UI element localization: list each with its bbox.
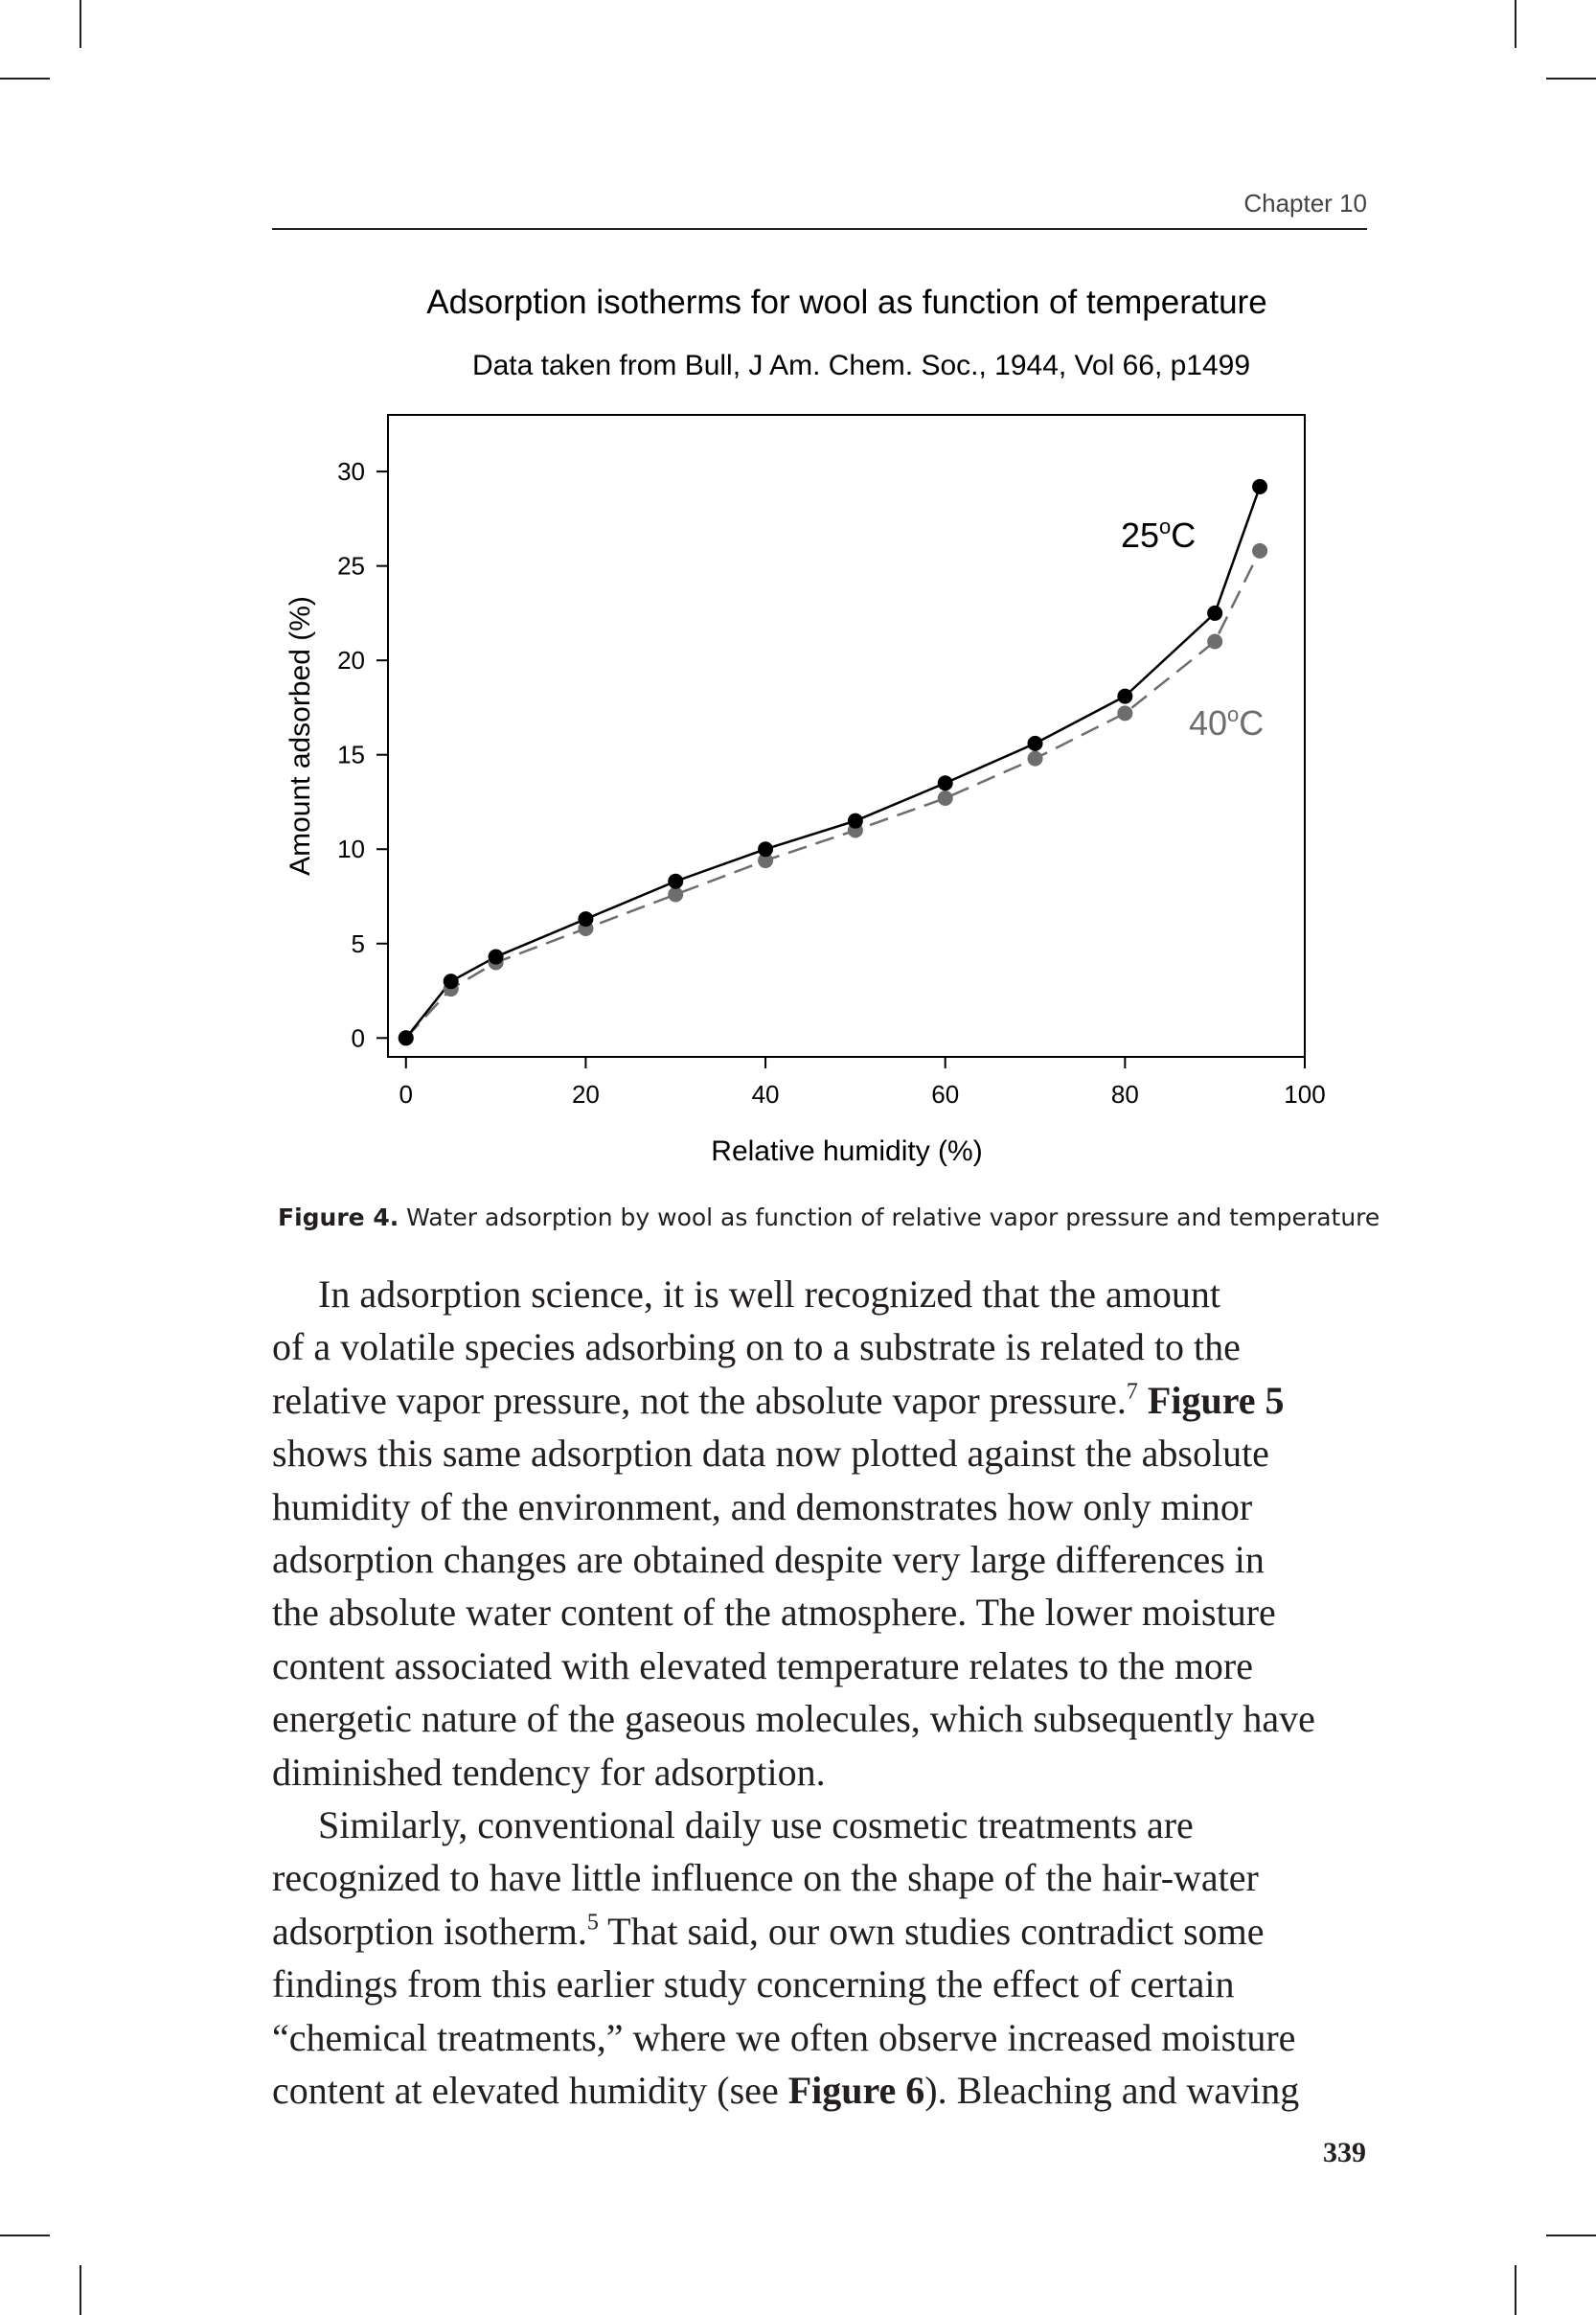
data-point bbox=[1028, 751, 1043, 767]
series-label-0: 25$^o$C bbox=[1121, 515, 1197, 555]
text-line bbox=[272, 1746, 1374, 1799]
text-run: content at elevated humidity (see bbox=[272, 2069, 788, 2113]
data-point bbox=[489, 950, 504, 965]
text-line bbox=[272, 2064, 1374, 2117]
x-tick-label: 0 bbox=[399, 1080, 413, 1109]
crop-mark bbox=[80, 2265, 81, 2315]
text-line bbox=[272, 1586, 1374, 1639]
y-tick-label: 25 bbox=[337, 551, 365, 581]
text-line bbox=[272, 1320, 1374, 1373]
body-paragraph bbox=[272, 1799, 1374, 2117]
series-label-1: 40$^o$C bbox=[1189, 702, 1265, 743]
data-point bbox=[938, 775, 953, 791]
figure-reference: Figure 5 bbox=[1147, 1378, 1285, 1422]
data-point bbox=[938, 791, 953, 806]
x-tick-label: 100 bbox=[1284, 1080, 1326, 1109]
text-run: recognized to have little influence on the shape of the hair-water bbox=[272, 1856, 1259, 1900]
figure-caption bbox=[278, 1203, 1380, 1231]
series-line-0 bbox=[406, 487, 1260, 1038]
text-run: diminished tendency for adsorption. bbox=[272, 1750, 826, 1794]
data-point bbox=[1252, 543, 1267, 559]
citation-superscript: 7 bbox=[1126, 1379, 1138, 1405]
citation-superscript: 5 bbox=[586, 1910, 599, 1936]
text-run: content associated with elevated temperature relates to the more bbox=[272, 1643, 1254, 1687]
text-run: Similarly, conventional daily use cosmetic treatments are bbox=[318, 1803, 1194, 1847]
text-run: shows this same adsorption data now plotted against the absolute bbox=[272, 1432, 1269, 1476]
data-point bbox=[758, 841, 773, 857]
text-run: In adsorption science, it is well recognized that the amount bbox=[318, 1272, 1220, 1316]
axis-ticks bbox=[337, 457, 1326, 1109]
body-text bbox=[272, 1268, 1374, 2118]
page-number: 339 bbox=[1323, 2137, 1366, 2168]
data-point bbox=[1117, 689, 1132, 704]
y-tick-label: 0 bbox=[351, 1023, 365, 1053]
text-run: humidity of the environment, and demonstrates how only minor bbox=[272, 1484, 1253, 1528]
y-tick-label: 5 bbox=[351, 928, 365, 958]
y-tick-label: 30 bbox=[337, 457, 365, 487]
crop-mark bbox=[1515, 2265, 1516, 2315]
text-line bbox=[272, 1905, 1374, 1958]
data-point bbox=[1117, 705, 1132, 721]
text-run: ). Bleaching and waving bbox=[924, 2069, 1300, 2113]
crop-mark bbox=[1546, 2235, 1596, 2236]
body-paragraph bbox=[272, 1268, 1374, 1799]
text-run: “chemical treatments,” where we often observe increased moisture bbox=[272, 2015, 1296, 2059]
y-tick-label: 20 bbox=[337, 646, 365, 676]
data-point bbox=[1207, 606, 1222, 621]
chart-title: Adsorption isotherms for wool as function of temperature bbox=[426, 284, 1267, 321]
text-line bbox=[272, 2011, 1374, 2064]
text-run: of a volatile species adsorbing on to a substrate is related to the bbox=[272, 1325, 1241, 1369]
figure-reference: Figure 6 bbox=[787, 2069, 925, 2113]
figure-caption-text: Water adsorption by wool as function of relative vapor pressure and temperature bbox=[399, 1203, 1380, 1231]
text-line bbox=[272, 1268, 1374, 1320]
chart-subtitle: Data taken from Bull, J Am. Chem. Soc., 1944, Vol 66, p1499 bbox=[471, 350, 1251, 381]
text-run: energetic nature of the gaseous molecules, which subsequently have bbox=[272, 1697, 1315, 1741]
text-run: relative vapor pressure, not the absolute vapor pressure. bbox=[272, 1378, 1127, 1422]
data-point bbox=[668, 874, 683, 889]
text-line bbox=[272, 1480, 1374, 1533]
x-tick-label: 40 bbox=[751, 1080, 780, 1109]
text-line bbox=[272, 1851, 1374, 1904]
figure-caption-label: Figure 4. bbox=[278, 1203, 399, 1231]
series-layer bbox=[399, 479, 1267, 1045]
y-tick-label: 15 bbox=[337, 740, 365, 769]
data-point bbox=[1028, 736, 1043, 751]
y-tick-label: 10 bbox=[337, 835, 365, 864]
data-point bbox=[578, 911, 593, 927]
x-axis-label: Relative humidity (%) bbox=[711, 1135, 983, 1167]
y-axis-label: Amount adsorbed (%) bbox=[285, 596, 316, 876]
series-line-1 bbox=[406, 551, 1260, 1038]
text-run: the absolute water content of the atmosphere. The lower moisture bbox=[272, 1591, 1276, 1635]
running-header: Chapter 10 bbox=[1243, 189, 1367, 218]
text-line bbox=[272, 1374, 1374, 1427]
text-line bbox=[272, 1427, 1374, 1479]
text-run: adsorption changes are obtained despite very large differences in bbox=[272, 1538, 1265, 1582]
data-point bbox=[1207, 633, 1222, 649]
data-point bbox=[1252, 479, 1267, 494]
text-line bbox=[272, 1799, 1374, 1851]
text-line bbox=[272, 1692, 1374, 1745]
x-tick-label: 20 bbox=[571, 1080, 600, 1109]
x-tick-label: 60 bbox=[931, 1080, 960, 1109]
text-run: adsorption isotherm. bbox=[272, 1909, 587, 1953]
text-run: That said, our own studies contradict some bbox=[598, 1909, 1265, 1953]
crop-mark bbox=[0, 2235, 50, 2236]
text-run bbox=[1138, 1379, 1148, 1422]
data-point bbox=[668, 887, 683, 903]
data-point bbox=[848, 814, 863, 829]
x-tick-label: 80 bbox=[1110, 1080, 1139, 1109]
text-line bbox=[272, 1958, 1374, 2010]
plot-frame bbox=[388, 415, 1305, 1057]
data-point bbox=[399, 1030, 414, 1045]
text-line bbox=[272, 1533, 1374, 1586]
text-line bbox=[272, 1639, 1374, 1692]
text-run: findings from this earlier study concerning the effect of certain bbox=[272, 1962, 1235, 2006]
data-point bbox=[444, 974, 459, 989]
